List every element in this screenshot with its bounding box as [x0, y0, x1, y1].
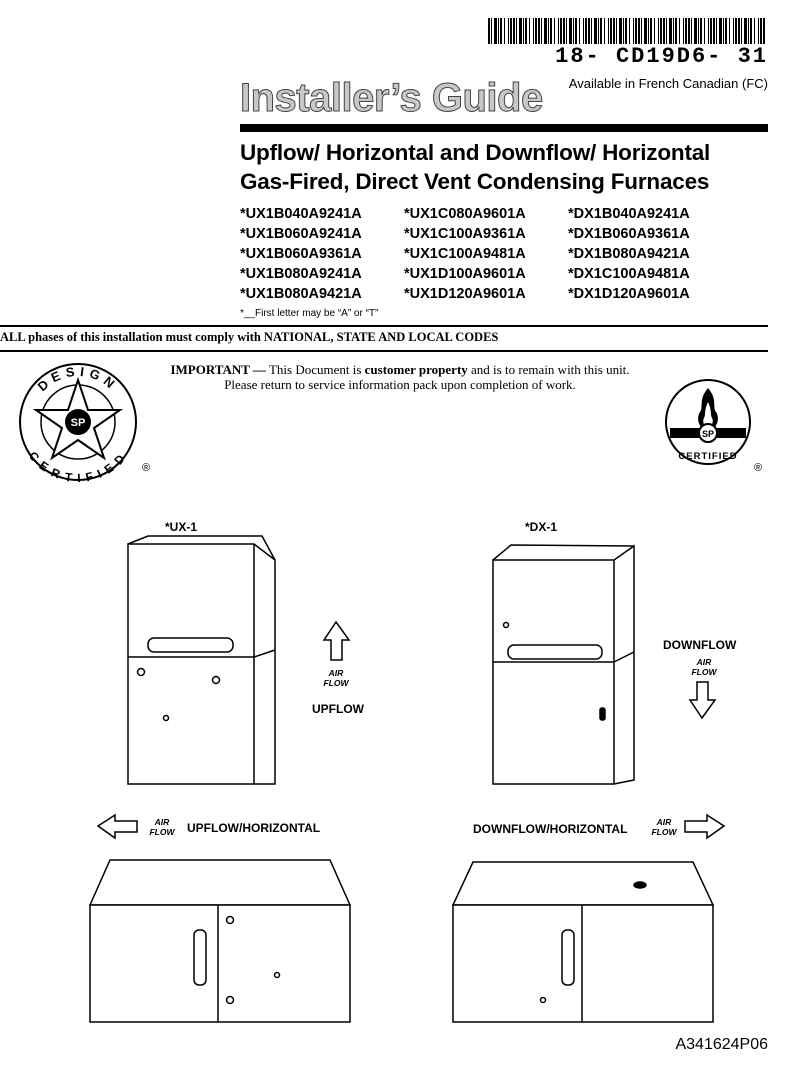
upflow-label: UPFLOW [312, 702, 364, 716]
model-number: *DX1B060A9361A [568, 226, 690, 242]
important-line-2: Please return to service information pack upon completion of work. [224, 377, 576, 392]
model-number: *UX1B080A9241A [240, 266, 362, 282]
upflow-arrow-icon [324, 622, 349, 660]
dx-label: *DX-1 [525, 520, 558, 534]
model-number: *DX1D120A9601A [568, 286, 690, 302]
dx-cabinet-drawing [493, 545, 634, 784]
french-availability-note: Available in French Canadian (FC) [568, 76, 768, 91]
downflow-label: DOWNFLOW [663, 638, 737, 652]
registered-mark-right: ® [754, 462, 763, 474]
model-number: *UX1C080A9601A [404, 206, 526, 222]
upflow-horizontal-label: UPFLOW/HORIZONTAL [187, 821, 321, 835]
codes-notice: ALL phases of this installation must comply with NATIONAL, STATE AND LOCAL CODES [0, 330, 499, 344]
model-number: *UX1D120A9601A [404, 286, 526, 302]
model-number: *UX1B080A9421A [240, 286, 362, 302]
part-number: 18- CD19D6- 31 [555, 44, 768, 69]
seal-bottom-text: CERTIFIED [25, 448, 131, 486]
seal-mark: SP [70, 417, 86, 429]
right-airflow-arrow-icon [685, 815, 724, 838]
downflow-horizontal-label: DOWNFLOW/HORIZONTAL [473, 822, 628, 836]
downflow-arrow-icon [690, 682, 715, 718]
model-number: *UX1C100A9481A [404, 246, 526, 262]
model-number: *UX1D100A9601A [404, 266, 526, 282]
ux-label: *UX-1 [165, 520, 198, 534]
important-text-1: This Document is [265, 362, 365, 377]
model-number: *DX1B040A9241A [568, 206, 690, 222]
guide-title: Installer’s Guide [240, 76, 543, 120]
model-footnote: *__First letter may be “A” or “T” [240, 308, 379, 319]
model-number: *UX1C100A9361A [404, 226, 526, 242]
document-number: A341624P06 [675, 1036, 768, 1053]
left-airflow-label: AIR FLOW [149, 817, 175, 837]
model-number: *DX1B080A9421A [568, 246, 690, 262]
subtitle-line-1: Upflow/ Horizontal and Downflow/ Horizontal [240, 140, 711, 165]
downflow-airflow-label: AIR FLOW [691, 657, 717, 677]
right-airflow-label: AIR FLOW [651, 817, 677, 837]
seal-top-text: DESIGN [34, 363, 122, 395]
important-bold: customer property [364, 362, 468, 377]
downflow-horizontal-cabinet-drawing [453, 862, 713, 1022]
left-airflow-arrow-icon [98, 815, 137, 838]
upflow-airflow-label: AIR FLOW [323, 668, 349, 688]
important-lead: IMPORTANT — [170, 362, 266, 377]
ux-cabinet-drawing [128, 536, 275, 784]
seal-mark-right: SP [701, 429, 715, 439]
model-number: *DX1C100A9481A [568, 266, 690, 282]
important-text-2: and is to remain with this unit. [467, 362, 630, 377]
model-number: *UX1B040A9241A [240, 206, 362, 222]
registered-mark-left: ® [142, 462, 151, 474]
subtitle-line-2: Gas-Fired, Direct Vent Condensing Furnaces [240, 169, 710, 194]
model-number: *UX1B060A9361A [240, 246, 362, 262]
seal-right-text: CERTIFIED [678, 451, 738, 462]
model-number: *UX1B060A9241A [240, 226, 362, 242]
upflow-horizontal-cabinet-drawing [90, 860, 350, 1022]
